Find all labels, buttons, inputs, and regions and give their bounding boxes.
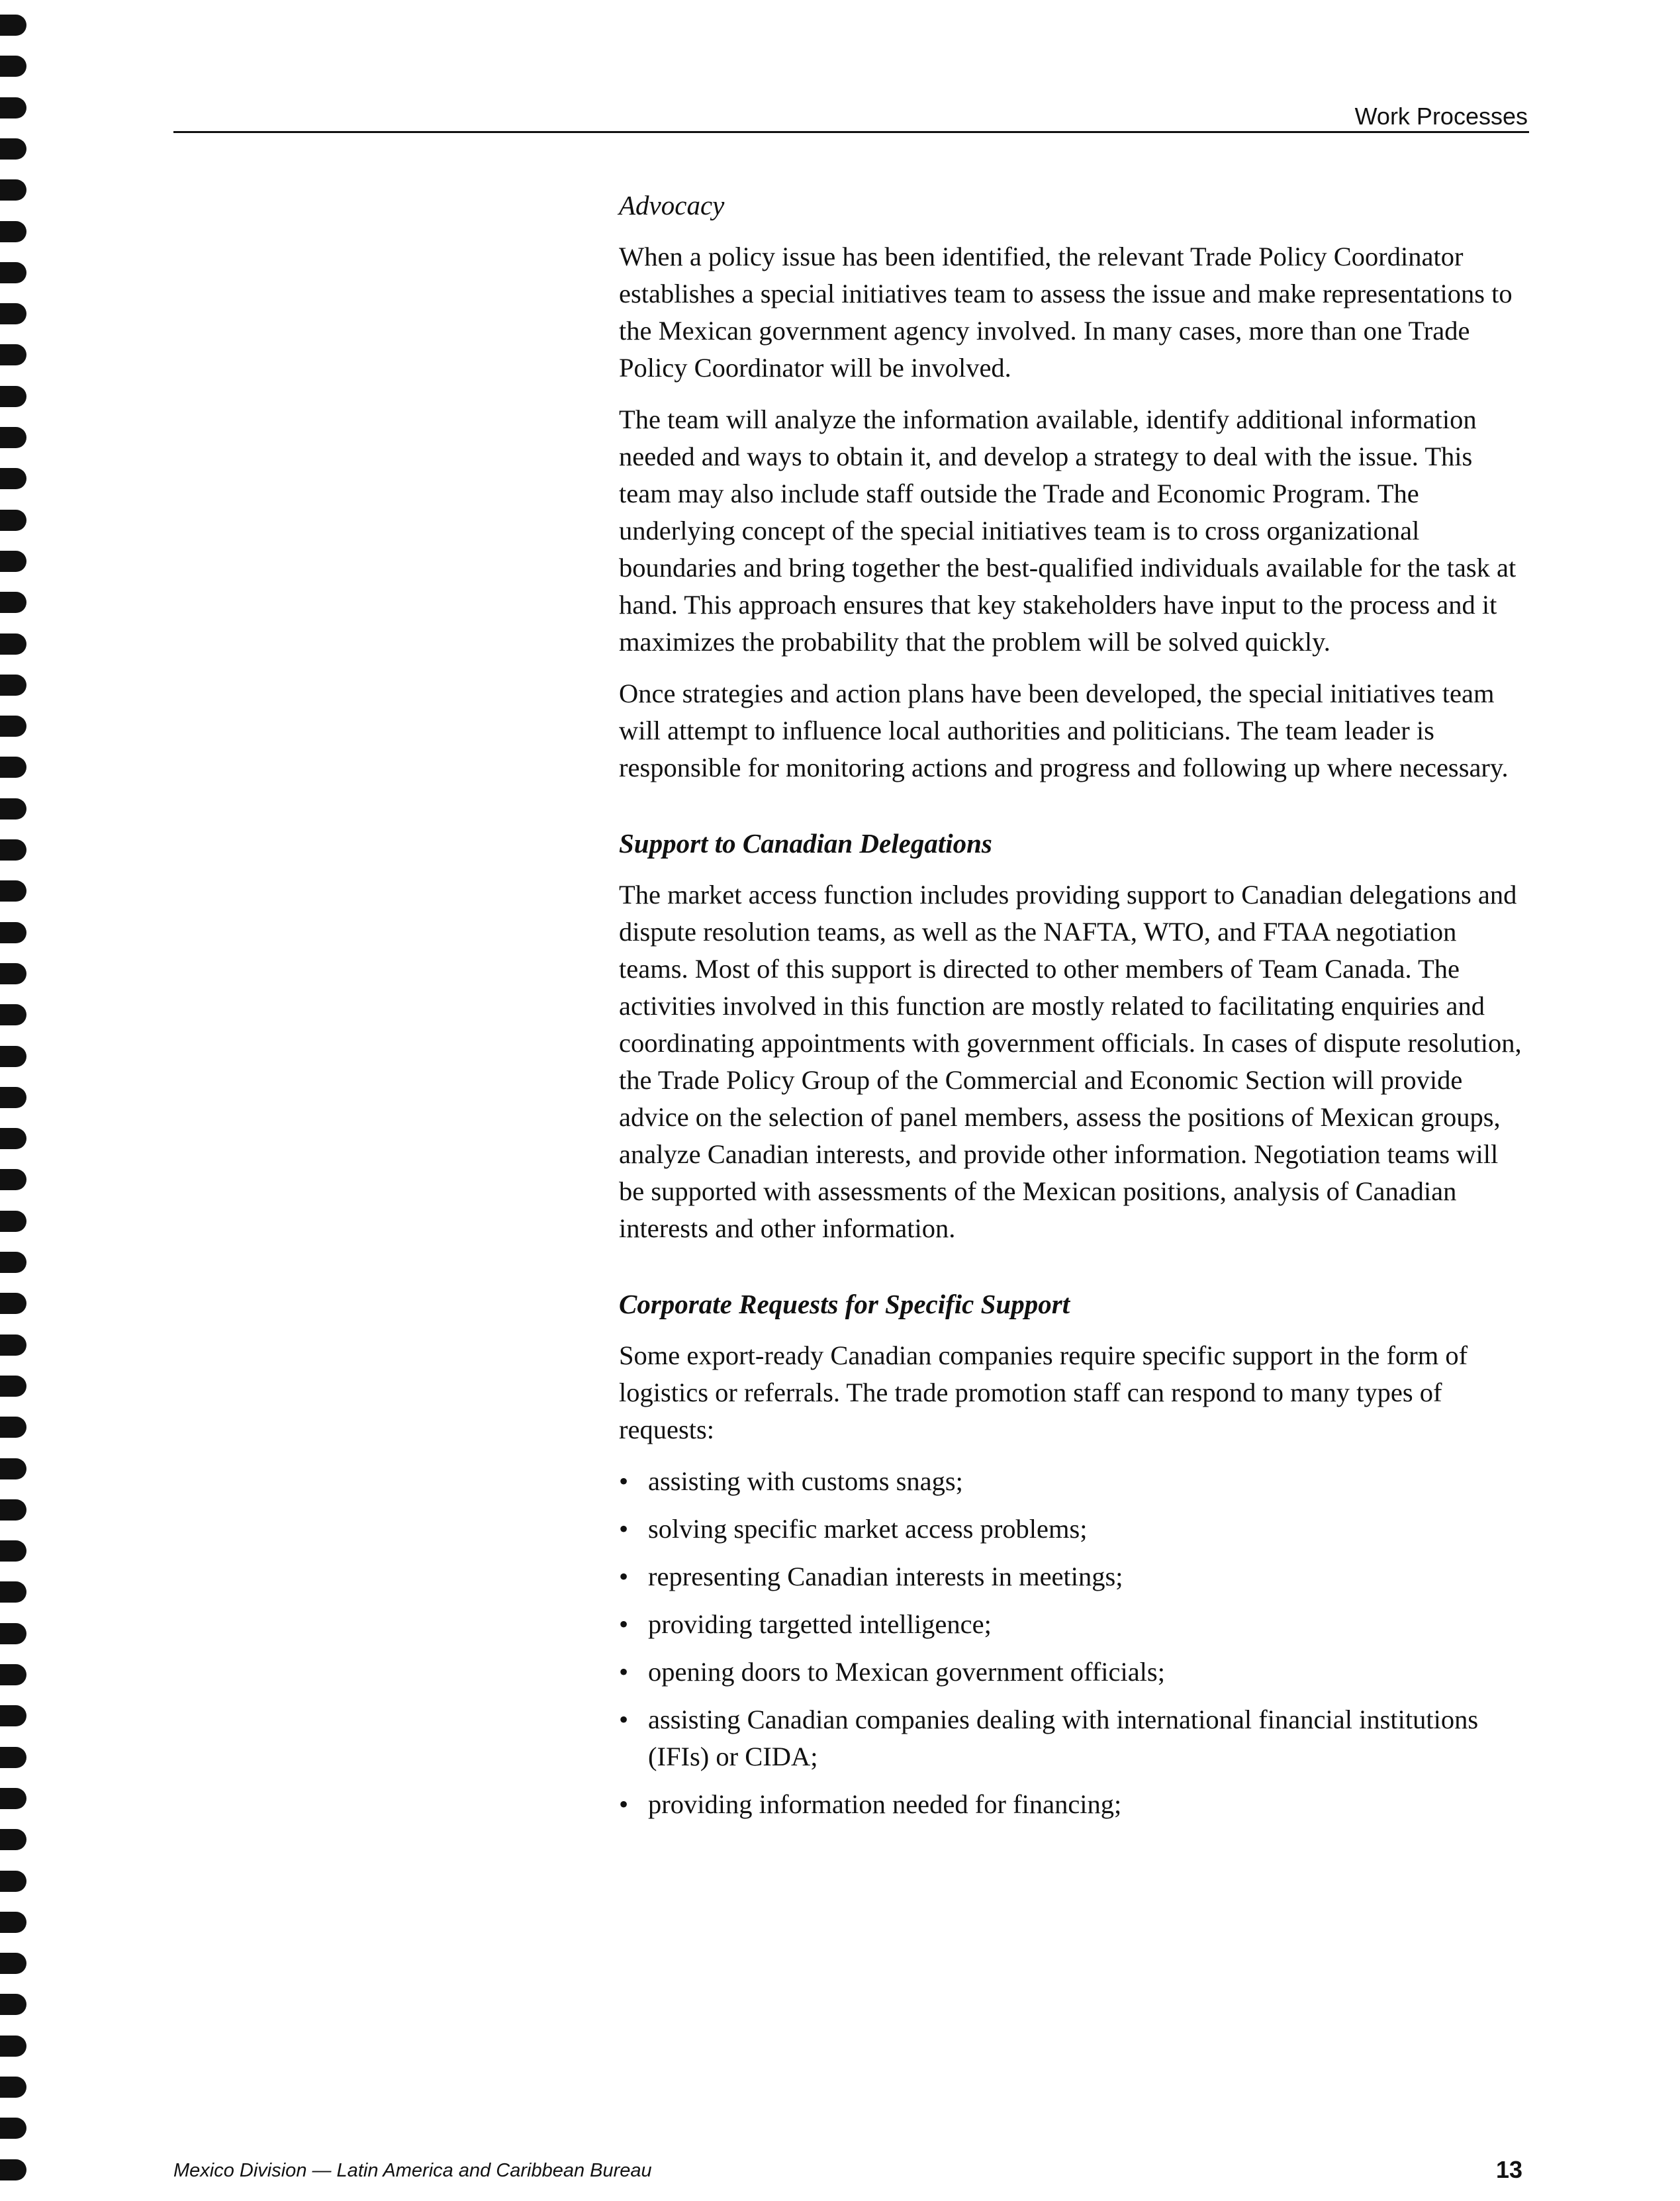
binding-hole	[0, 427, 26, 448]
binding-hole	[0, 1705, 26, 1726]
binding-hole	[0, 2036, 26, 2057]
binding-hole	[0, 963, 26, 984]
binding-hole	[0, 1252, 26, 1273]
list-item: • providing targetted intelligence;	[619, 1606, 1522, 1643]
list-item: • representing Canadian interests in meetings;	[619, 1558, 1522, 1595]
binding-hole	[0, 1871, 26, 1892]
list-item: • assisting with customs snags;	[619, 1463, 1522, 1500]
list-item: • solving specific market access problems;	[619, 1511, 1522, 1548]
binding-hole	[0, 1499, 26, 1521]
list-item: • opening doors to Mexican government officials;	[619, 1654, 1522, 1691]
binding-hole	[0, 2118, 26, 2139]
binding-hole	[0, 2159, 26, 2180]
binding-hole	[0, 675, 26, 696]
section-heading: Advocacy	[619, 190, 725, 220]
binding-hole	[0, 839, 26, 861]
binding-hole	[0, 1458, 26, 1479]
binding-hole	[0, 1128, 26, 1149]
binding-hole	[0, 1829, 26, 1850]
spiral-binding	[0, 0, 33, 2201]
binding-hole	[0, 1581, 26, 1603]
binding-hole	[0, 138, 26, 160]
paragraph: The team will analyze the information available, identify additional information needed and ways to obtain it, and develop a strategy to deal with the issue. This team may also include staff outside the Trade and Economic Program. The underlying concept of the special initiatives team is to cross organizational boundaries and bring together the best-qualified individuals available for the task at hand. This approach ensures that key stakeholders have input to the process and it maximizes the probability that the problem will be solved quickly.	[619, 404, 1517, 657]
binding-hole	[0, 1087, 26, 1108]
binding-hole	[0, 1994, 26, 2015]
section-support-to-canadian-delegations	[619, 825, 1522, 1247]
binding-hole	[0, 1169, 26, 1190]
binding-hole	[0, 1046, 26, 1067]
binding-hole	[0, 15, 26, 36]
binding-hole	[0, 221, 26, 242]
binding-hole	[0, 56, 26, 77]
binding-hole	[0, 1211, 26, 1232]
list-item: • providing information needed for financing;	[619, 1786, 1522, 1823]
binding-hole	[0, 386, 26, 407]
binding-hole	[0, 1540, 26, 1562]
binding-hole	[0, 1788, 26, 1809]
binding-hole	[0, 1747, 26, 1768]
binding-hole	[0, 551, 26, 572]
paragraph: Once strategies and action plans have been developed, the special initiatives team will attempt to influence local authorities and politicians. The team leader is responsible for monitoring actions and progress and following up where necessary.	[619, 679, 1509, 782]
binding-hole	[0, 303, 26, 324]
list-item: • assisting Canadian companies dealing with international financial institutions (IFIs) or CIDA;	[619, 1701, 1522, 1775]
binding-hole	[0, 1376, 26, 1397]
running-header: Work Processes	[1354, 103, 1528, 130]
page-number: 13	[1495, 2156, 1522, 2183]
bullet-list	[619, 1463, 1522, 1823]
binding-hole	[0, 2077, 26, 2098]
paragraph: Some export-ready Canadian companies require specific support in the form of logistics or referrals. The trade promotion staff can respond to many types of requests:	[619, 1340, 1468, 1444]
binding-hole	[0, 1664, 26, 1685]
binding-hole	[0, 510, 26, 531]
section-heading: Corporate Requests for Specific Support	[619, 1289, 1070, 1319]
binding-hole	[0, 1004, 26, 1025]
binding-hole	[0, 798, 26, 820]
binding-hole	[0, 179, 26, 201]
footer-division: Mexico Division — Latin America and Caribbean Bureau	[173, 2160, 652, 2181]
binding-hole	[0, 922, 26, 943]
binding-hole	[0, 880, 26, 902]
binding-hole	[0, 1912, 26, 1933]
paragraph: The market access function includes providing support to Canadian delegations and dispute resolution teams, as well as the NAFTA, WTO, and FTAA negotiation teams. Most of this support is directed to other members of Team Canada. The activities involved in this function are mostly related to facilitating enquiries and coordinating appointments with government officials. In cases of dispute resolution, the Trade Policy Group of the Commercial and Economic Section will provide advice on the selection of panel members, assess the positions of Mexican groups, analyze Canadian interests, and provide other information. Negotiation teams will be supported with assessments of the Mexican positions, analysis of Canadian interests and other information.	[619, 880, 1522, 1243]
section-heading: Support to Canadian Delegations	[619, 828, 992, 859]
binding-hole	[0, 1335, 26, 1356]
binding-hole	[0, 592, 26, 613]
binding-hole	[0, 716, 26, 737]
binding-hole	[0, 468, 26, 489]
page-content	[619, 187, 1522, 1834]
binding-hole	[0, 1293, 26, 1314]
binding-hole	[0, 344, 26, 365]
binding-hole	[0, 757, 26, 778]
binding-hole	[0, 1953, 26, 1974]
paragraph: When a policy issue has been identified, the relevant Trade Policy Coordinator establishes a special initiatives team to assess the issue and make representations to the Mexican government agency involved. In many cases, more than one Trade Policy Coordinator will be involved.	[619, 242, 1513, 383]
binding-hole	[0, 1417, 26, 1438]
binding-hole	[0, 1623, 26, 1644]
header-rule	[173, 131, 1529, 133]
binding-hole	[0, 262, 26, 283]
section-advocacy	[619, 187, 1522, 786]
section-corporate-requests	[619, 1286, 1522, 1823]
binding-hole	[0, 97, 26, 118]
binding-hole	[0, 633, 26, 655]
